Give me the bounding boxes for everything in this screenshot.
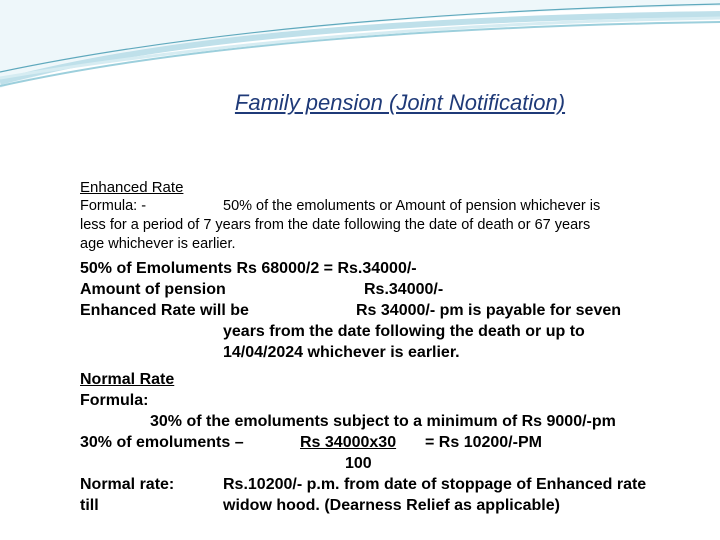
amount-line: [80, 279, 705, 300]
normal-calc-divisor: 100: [345, 455, 372, 472]
normal-rate-line: [80, 474, 705, 495]
formula-text-1: 50% of the emoluments or Amount of pension whichever is: [223, 198, 601, 214]
enhanced-will-value: Rs 34000/- pm is payable for seven: [356, 302, 622, 319]
enhanced-line-2: years from the date following the death or up to: [223, 323, 585, 340]
enhanced-will-line: [80, 300, 705, 321]
normal-rate-heading: Normal Rate: [80, 371, 175, 388]
formula-line-1: [80, 197, 705, 216]
normal-formula-text: 30% of the emoluments subject to a minimum of Rs 9000/-pm: [150, 413, 616, 430]
amount-value: Rs.34000/-: [364, 281, 444, 298]
decorative-swoosh-header: [0, 0, 720, 90]
slide-title: Family pension (Joint Notification): [234, 90, 566, 115]
normal-rate-label: Normal rate:: [80, 476, 175, 493]
till-line: [80, 495, 705, 516]
normal-rate-text-1: Rs.10200/- p.m. from date of stoppage of Enhanced rate: [223, 476, 647, 493]
normal-calc-expr: Rs 34000x30: [300, 434, 397, 451]
normal-calc-result: = Rs 10200/-PM: [425, 434, 542, 451]
normal-calc-label: 30% of emoluments –: [80, 434, 244, 451]
enhanced-rate-heading: Enhanced Rate: [80, 179, 184, 196]
formula-line-3: age whichever is earlier.: [80, 236, 236, 252]
normal-formula-label: Formula:: [80, 392, 149, 409]
calc-line-1: 50% of Emoluments Rs 68000/2 = Rs.34000/-: [80, 260, 417, 277]
normal-calc-line: [80, 432, 705, 453]
enhanced-will-label: Enhanced Rate will be: [80, 302, 249, 319]
amount-label: Amount of pension: [80, 281, 226, 298]
formula-line-2: less for a period of 7 years from the date following the date of death or 67 years: [80, 217, 591, 233]
till-label: till: [80, 497, 99, 514]
enhanced-line-3: 14/04/2024 whichever is earlier.: [223, 344, 460, 361]
slide-body: [80, 178, 705, 516]
formula-label: Formula: -: [80, 198, 147, 214]
normal-rate-text-2: widow hood. (Dearness Relief as applicable): [223, 497, 560, 514]
